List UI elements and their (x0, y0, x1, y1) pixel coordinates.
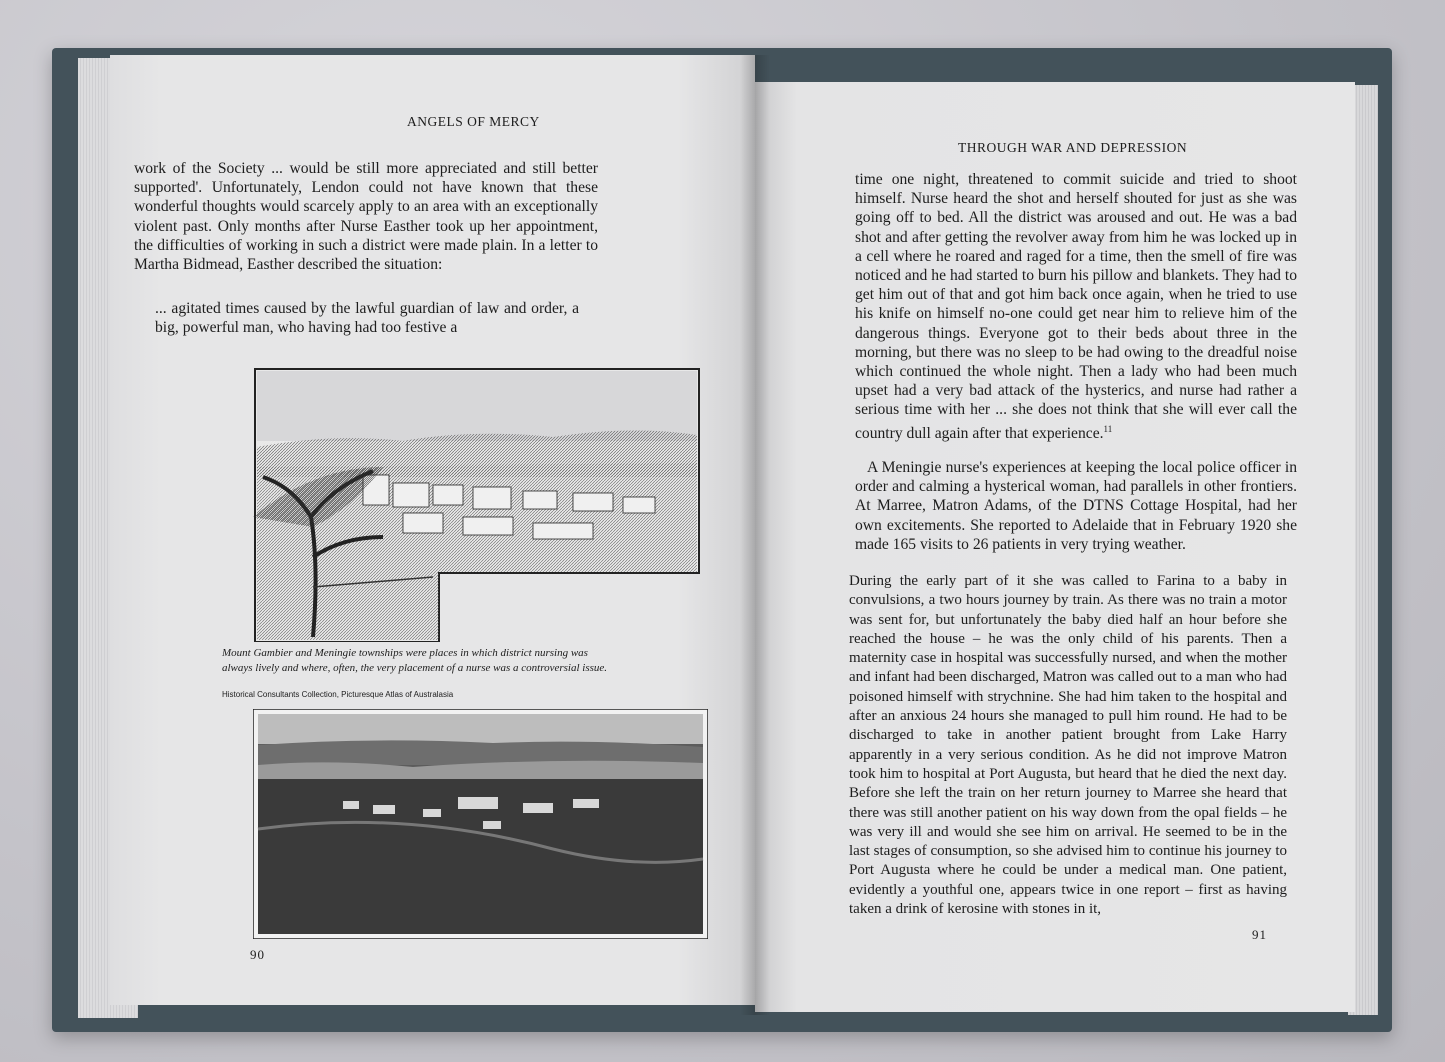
figure-caption: Mount Gambier and Meningie townships were places in which district nursing was always lively and where, often, the very placement of a nurse was a controversial issue. (222, 647, 608, 674)
left-paragraph: work of the Society ... would be still more appreciated and still better supported'. Unfortunately, Lendon could not have known that these wonderful thoughts would scarcely apply to an area with an exceptionally violent past. Only months after Nurse Easther took up her appointment, the difficulties of working in such a district were made plain. In a letter to Martha Bidmead, Easther described the situation: (134, 160, 598, 274)
book-gutter-shadow (740, 55, 770, 1015)
running-head-left: ANGELS OF MERCY (407, 114, 540, 129)
page-number-left: 90 (250, 947, 265, 962)
left-page[interactable] (110, 55, 755, 1005)
right-block-quote: During the early part of it she was called to Farina to a baby in convulsions, a two hours journey by train. As there was no train a motor was sent for, but unfortunately the baby died half an hour before she reached the house – he was the only child of his parents. Then a maternity case in hospital was successfully nursed, and when the mother and infant had been discharged, Matron was called out to a man who had poisoned himself with strychnine. She had him taken to the hospital and after an anxious 24 hours she managed to pull him round. He had to be discharged to take in another patient brought from Lake Harry apparently in a very serious condition. As he did not improve Matron took him to hospital at Port Augusta, but heard that he died the next day. Before she left the train on her return journey to Marree she heard that there was still another patient on his way down from the opal fields – he was very ill and would she see him on arrival. He seemed to be in the last stages of consumption, so she advised him to continue his journey to Port Augusta where he could be under a medical man. One patient, evidently a youthful one, appears twice in one report – first as having taken a drink of kerosine with stones in it, (849, 573, 1287, 918)
photo-meningie-township (253, 709, 708, 939)
page-number-right: 91 (1252, 927, 1267, 942)
figure-credit: Historical Consultants Collection, Picturesque Atlas of Australasia (222, 690, 454, 699)
left-block-quote: ... agitated times caused by the lawful guardian of law and order, a big, powerful man, who having had too festive a (155, 300, 579, 337)
right-paragraph: A Meningie nurse's experiences at keeping the local police officer in order and calming a hysterical woman, had parallels in other frontiers. At Marree, Matron Adams, of the DTNS Cottage Hospital, had her own excitements. She reported to Adelaide that in February 1920 she made 165 visits to 26 patients in very trying weather. (855, 459, 1297, 553)
right-page[interactable] (755, 82, 1355, 1012)
footnote-reference[interactable]: 11 (1103, 423, 1113, 434)
engraving-mount-gambier-illustration (253, 367, 701, 642)
running-head-right: THROUGH WAR AND DEPRESSION (958, 140, 1188, 155)
right-block-quote-continued (855, 170, 1297, 443)
quote-continued-text: time one night, threatened to commit suicide and tried to shoot himself. Nurse heard the shot and herself shouted for just as she was going off to bed. All the district was aroused and out. He was a bad shot and after getting the revolver away from him he was locked up in a cell where he roared and raged for a time, then the smell of fire was noticed and he had started to burn his pillow and blankets. They had to get him out of that and got him back once again, when he tried to use his knife on himself no-one could get near him to relieve him of the dangerous things. Everyone got to their beds about three in the morning, but there was no sleep to be had owing to the dreadful noise which continued the whole night. Then a lady who had been much upset had a very bad attack of the hysterics, and nurse had rather a serious time with her ... she does not think that she will ever call the country dull again after that experience. (855, 171, 1297, 442)
